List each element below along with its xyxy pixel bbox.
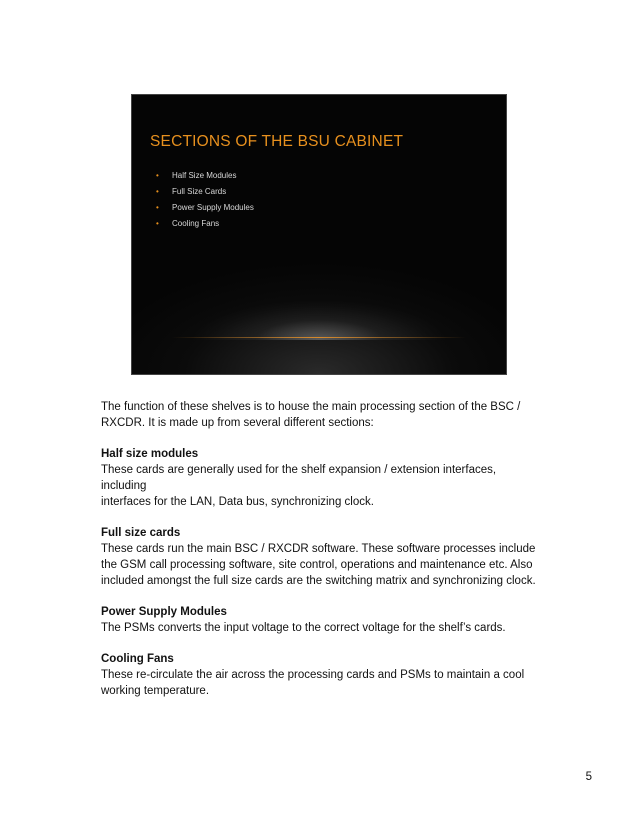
section-heading: Power Supply Modules — [101, 606, 227, 618]
section-line: These re-circulate the air across the processing cards and PSMs to maintain a cool — [101, 669, 525, 681]
slide-accent-line — [172, 337, 466, 338]
section-line: working temperature. — [101, 685, 210, 697]
section-heading: Half size modules — [101, 448, 199, 460]
slide-bullet-text: Full Size Cards — [172, 187, 227, 196]
intro-line: RXCDR. It is made up from several different sections: — [101, 417, 374, 429]
slide-bullet-text: Cooling Fans — [172, 219, 220, 228]
section-line: including — [101, 480, 147, 492]
section-power-supply-modules — [101, 604, 541, 636]
page-number: 5 — [585, 771, 592, 783]
intro-line: The function of these shelves is to house the main processing section of the BSC / — [101, 401, 521, 413]
slide-bullet-text: Half Size Modules — [172, 171, 237, 180]
section-line: The PSMs converts the input voltage to the correct voltage for the shelf’s cards. — [101, 622, 506, 634]
slide-bullet-item — [156, 216, 254, 232]
bullet-icon: • — [156, 171, 159, 180]
section-heading: Full size cards — [101, 527, 181, 539]
slide-bullet-list — [156, 168, 254, 232]
notes-body — [101, 399, 541, 714]
slide-bullet-item — [156, 168, 254, 184]
section-full-size-cards — [101, 525, 541, 589]
slide-image — [131, 94, 507, 375]
bullet-icon: • — [156, 203, 159, 212]
slide-bullet-item — [156, 184, 254, 200]
section-line: interfaces for the LAN, Data bus, synchronizing clock. — [101, 496, 374, 508]
section-line: These cards run the main BSC / RXCDR software. These software processes include — [101, 543, 536, 555]
section-line: the GSM call processing software, site control, operations and maintenance etc. Also — [101, 559, 533, 571]
section-heading: Cooling Fans — [101, 653, 174, 665]
section-line: These cards are generally used for the shelf expansion / extension interfaces, — [101, 464, 497, 476]
intro-paragraph — [101, 399, 541, 431]
bullet-icon: • — [156, 219, 159, 228]
section-half-size-modules — [101, 446, 541, 510]
slide-glow — [192, 300, 446, 340]
slide-bullet-item — [156, 200, 254, 216]
bullet-icon: • — [156, 187, 159, 196]
slide-bullet-text: Power Supply Modules — [172, 203, 254, 212]
section-cooling-fans — [101, 651, 541, 699]
section-line: included amongst the full size cards are the switching matrix and synchronizing clock. — [101, 575, 536, 587]
slide-title: SECTIONS OF THE BSU CABINET — [150, 133, 404, 150]
